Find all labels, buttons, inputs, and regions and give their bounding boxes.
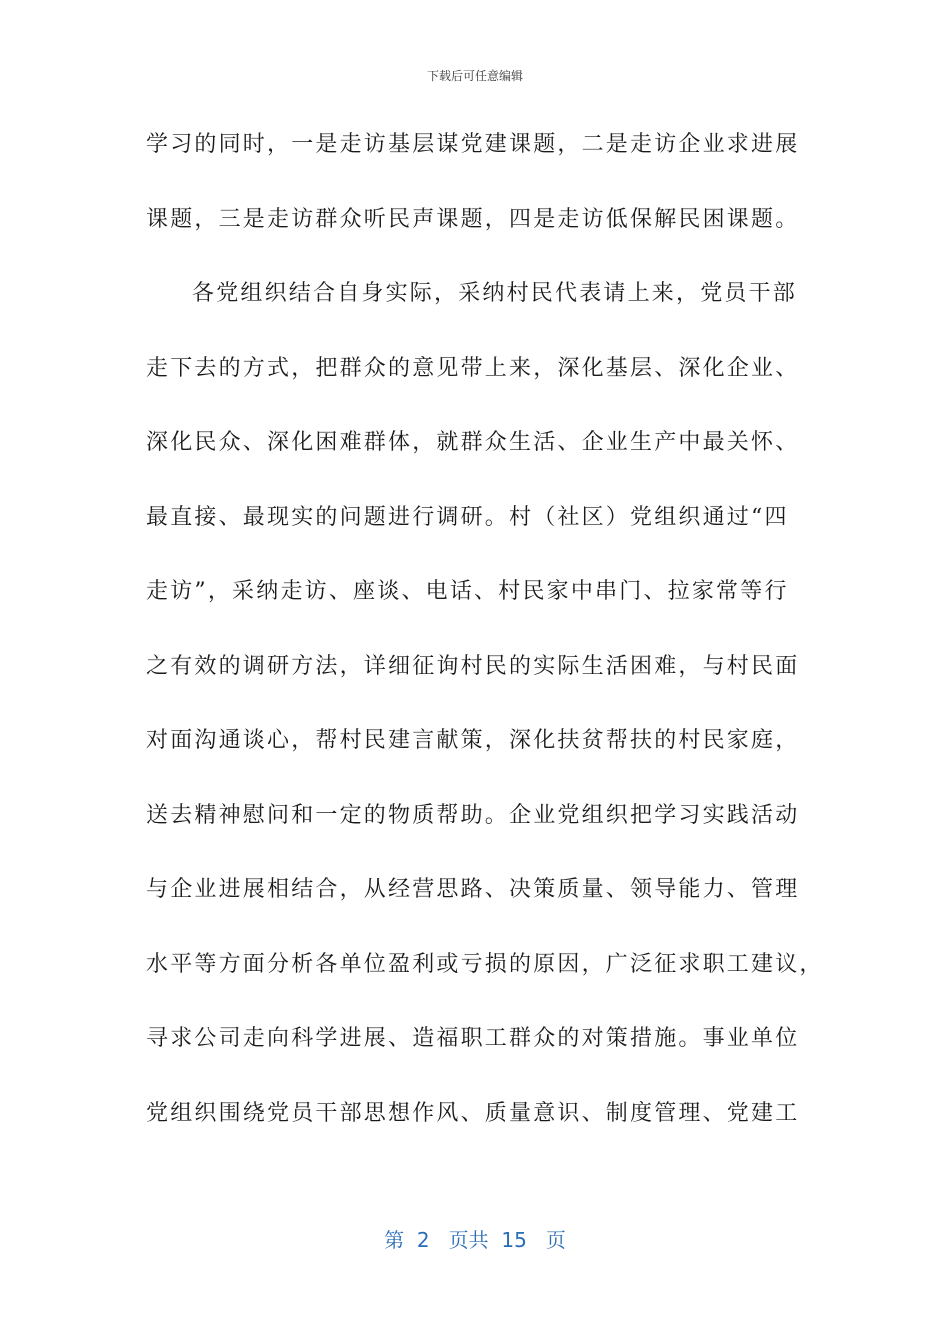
text-line: 深化民众、深化困难群体，就群众生活、企业生产中最关怀、	[146, 430, 800, 455]
text-line: 党组织围绕党员干部思想作风、质量意识、制度管理、党建工	[146, 1100, 800, 1126]
total-pages-number: 15	[501, 1228, 527, 1252]
text-line: 寻求公司走向科学进展、造福职工群众的对策措施。事业单位	[146, 1026, 800, 1051]
text-line: 水平等方面分析各单位盈利或亏损的原因，广泛征求职工建议，	[146, 951, 824, 977]
text-line: 与企业进展相结合，从经营思路、决策质量、领导能力、管理	[146, 877, 800, 902]
page-footer	[0, 1224, 950, 1253]
current-page-number: 2	[416, 1228, 430, 1252]
document-body	[146, 122, 824, 1165]
header-note: 下载后可任意编辑	[426, 69, 523, 83]
text-line: 送去精神慰问和一定的物质帮助。企业党组织把学习实践活动	[146, 802, 800, 828]
paragraph-start-line: 各党组织结合自身实际，采纳村民代表请上来，党员干部	[192, 281, 798, 306]
text-line: 走下去的方式，把群众的意见带上来，深化基层、深化企业、	[146, 355, 800, 381]
text-line: 对面沟通谈心，帮村民建言献策，深化扶贫帮扶的村民家庭，	[146, 728, 800, 753]
footer-middle: 页共	[448, 1228, 489, 1252]
text-line: 学习的同时，一是走访基层谋党建课题，二是走访企业求进展	[146, 132, 800, 157]
text-line: 最直接、最现实的问题进行调研。村（社区）党组织通过“四	[146, 504, 789, 530]
text-line: 走访”，采纳走访、座谈、电话、村民家中串门、拉家常等行	[146, 579, 789, 604]
text-line: 课题，三是走访群众听民声课题，四是走访低保解民困课题。	[146, 206, 800, 232]
footer-prefix: 第	[384, 1228, 405, 1252]
footer-suffix: 页	[545, 1228, 566, 1252]
text-line: 之有效的调研方法，详细征询村民的实际生活困难，与村民面	[146, 653, 800, 679]
